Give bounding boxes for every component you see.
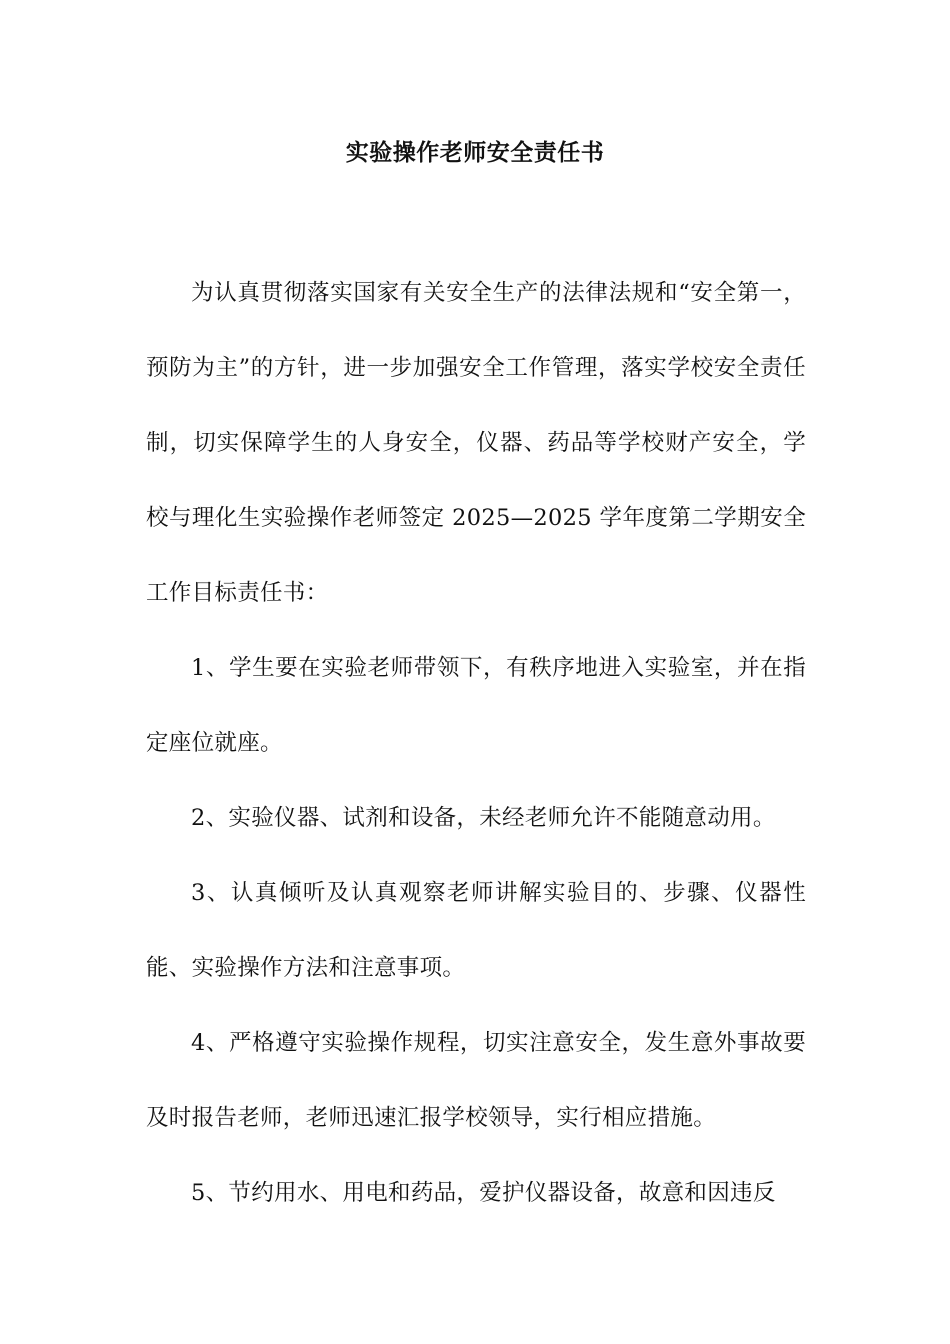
intro-paragraph: 为认真贯彻落实国家有关安全生产的法律法规和“安全第一，预防为主”的方针，进一步加强安全工作管理，落实学校安全责任制，切实保障学生的人身安全，仪器、药品等学校财产安全，学校与理化生实验操作老师签定 2025—2025 学年度第二学期安全工作目标责任书： [146, 280, 806, 606]
clause-2: 2、实验仪器、试剂和设备，未经老师允许不能随意动用。 [191, 805, 776, 831]
document-title: 实验操作老师安全责任书 [345, 139, 605, 166]
clause-1: 1、学生要在实验老师带领下，有秩序地进入实验室，并在指定座位就座。 [146, 655, 806, 756]
document-body [146, 256, 806, 1231]
clause-4: 4、严格遵守实验操作规程，切实注意安全，发生意外事故要及时报告老师，老师迅速汇报学校领导，实行相应措施。 [146, 1030, 806, 1131]
clause-5: 5、节约用水、用电和药品，爱护仪器设备，故意和因违反 [191, 1180, 776, 1206]
clause-3: 3、认真倾听及认真观察老师讲解实验目的、步骤、仪器性能、实验操作方法和注意事项。 [146, 880, 806, 981]
